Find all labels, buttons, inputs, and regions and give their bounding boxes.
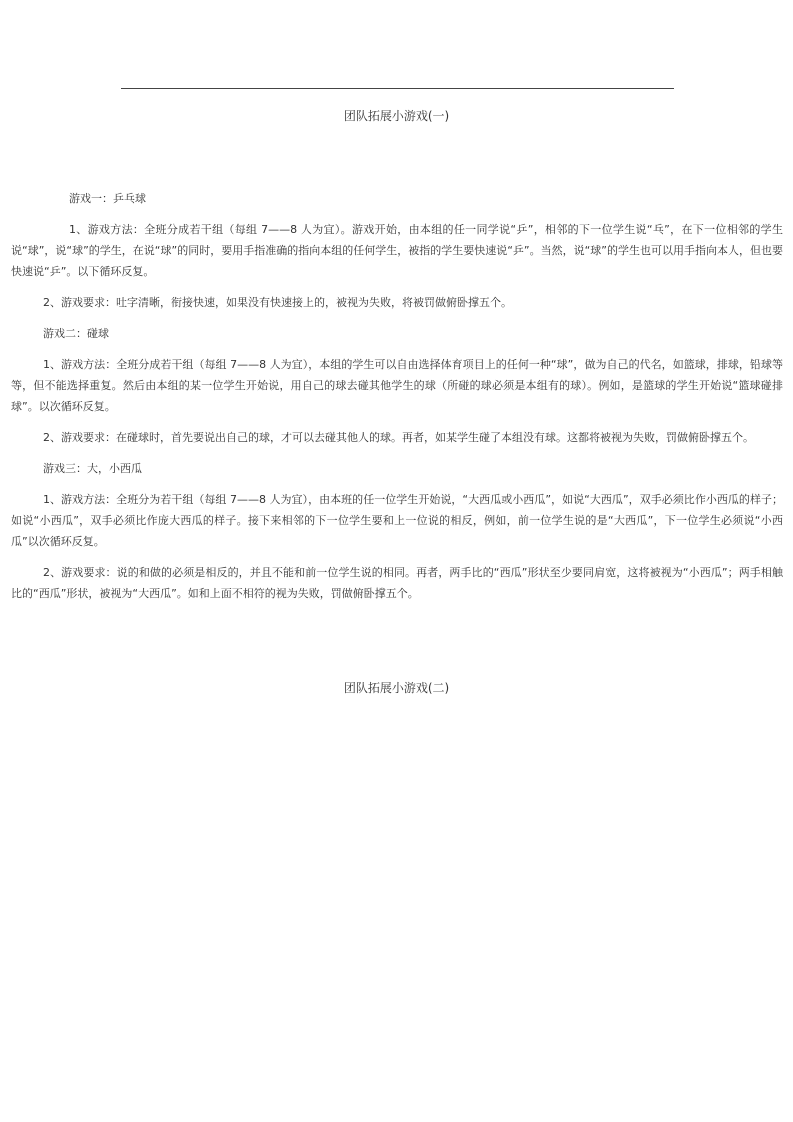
game1-rule: 2、游戏要求：吐字清晰，衔接快速，如果没有快速接上的，被视为失败，将被罚做俯卧撑五个。	[43, 296, 512, 309]
game1-heading: 游戏一：乒乓球	[69, 192, 146, 205]
top-divider	[121, 88, 674, 89]
section-title-2: 团队拓展小游戏(二)	[343, 681, 450, 695]
game2-rule: 2、游戏要求：在碰球时，首先要说出自己的球，才可以去碰其他人的球。再者，如某学生碰了本组没有球。这都将被视为失败，罚做俯卧撑五个。	[43, 431, 754, 444]
game3-heading: 游戏三：大，小西瓜	[43, 462, 142, 475]
section-body-1	[11, 188, 783, 604]
game3-rule: 2、游戏要求：说的和做的必须是相反的，并且不能和前一位学生说的相同。再者，两手比的“西瓜”形状至少要同肩宽，这将被视为“小西瓜”；两手相触比的“西瓜”形状，被视为“大西瓜”。如和上面不相符的视为失败，罚做俯卧撑五个。	[11, 566, 783, 600]
game2-method: 1、游戏方法：全班分成若干组（每组 7——8 人为宜），本组的学生可以自由选择体育项目上的任何一种“球”，做为自己的代名，如篮球，排球，铅球等等，但不能选择重复。然后由本组的某一位学生开始说，用自己的球去碰其他学生的球（所碰的球必须是本组有的球）。例如，是篮球的学生开始说“篮球碰排球”。以次循环反复。	[11, 358, 783, 413]
game3-method: 1、游戏方法：全班分为若干组（每组 7——8 人为宜），由本班的任一位学生开始说，“大西瓜或小西瓜”，如说“大西瓜”，双手必须比作小西瓜的样子；如说“小西瓜”，双手必须比作庞大西瓜的样子。接下来相邻的下一位学生要和上一位说的相反，例如，前一位学生说的是“大西瓜”，下一位学生必须说“小西瓜”以次循环反复。	[11, 493, 783, 548]
game2-heading: 游戏二：碰球	[43, 327, 109, 340]
section-title-1: 团队拓展小游戏(一)	[343, 109, 450, 123]
game1-method: 1、游戏方法：全班分成若干组（每组 7——8 人为宜）。游戏开始，由本组的任一同学说“乒”，相邻的下一位学生说“乓”，在下一位相邻的学生说“球”，说“球”的学生，在说“球”的同时，要用手指准确的指向本组的任何学生，被指的学生要快速说“乒”。当然，说“球”的学生也可以用手指向本人，但也要快速说“乒”。以下循环反复。	[11, 223, 783, 278]
